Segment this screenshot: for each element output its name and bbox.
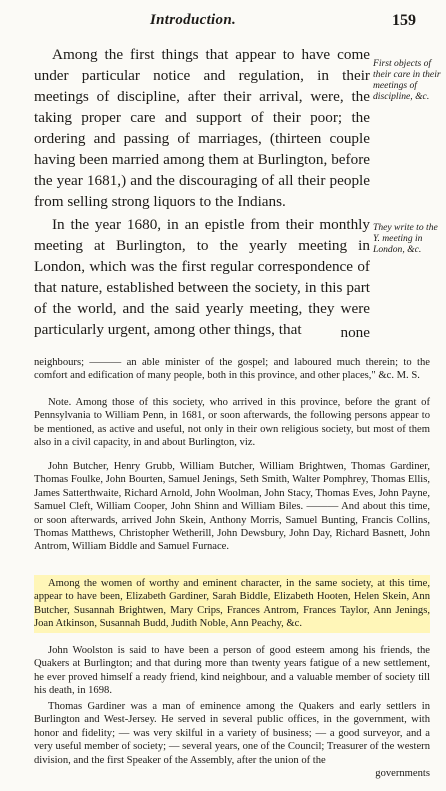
footnote-women-list: Among the women of worthy and eminent character, in the same society, at this time, appear to have been, Elizabeth Gardiner, Sarah Biddle, Elizabeth Hooten, Helen Skein, Ann Butcher, Susannah Brightwen, Mary Crips, Frances Antrom, Frances Taylor, Ann Jenings, Joan Atkinson, Susannah Budd, Judith Noble, Ann Peachy, &c. [34, 578, 430, 630]
footnote-woolston-paragraph: John Woolston is said to have been a person of good esteem among his friends, the Quakers at Burlington; and that during more than twenty years fatigue of a new settlement, he ever proved himself a ready friend, kind neighbour, and a valuable member of society till his death, in 1698. [34, 645, 430, 697]
page-number: 159 [392, 12, 416, 29]
paragraph-epistle-1680: In the year 1680, in an epistle from their monthly meeting at Burlington, to the yearly meeting in London, which was the first regular correspondence of that nature, established between the society, in this part of the world, and the said yearly meeting, they were particularly urgent, among other things, that [34, 216, 370, 338]
paragraph-first-objects: Among the first things that appear to have come under particular notice and regulation, in their meetings of discipline, after their arrival, were, the taking proper care and support of their poor; the ordering and passing of marriages, (thirteen couple having been married among them at Burlington, before the year 1681,) and the discouraging of all their people from selling strong liquors to the Indians. [34, 46, 370, 210]
footnote-men-list [34, 460, 430, 554]
footnote-woolston [34, 644, 430, 698]
catchword: none [340, 324, 370, 341]
main-text-paragraph-1 [34, 44, 370, 212]
main-text-paragraph-2 [34, 214, 370, 354]
footnote-continuation [34, 356, 430, 383]
footnote-note-paragraph: Note. Among those of this society, who arrived in this province, before the grant of Pennsylvania to William Penn, in 1681, or soon afterwards, the following persons appear to be mentioned, as active and useful, not only in their own religious society, but most of them also in a civil capacity, in and about Burlington, viz. [34, 397, 430, 449]
footnote-note [34, 396, 430, 450]
footnote-men-names: John Butcher, Henry Grubb, William Butcher, William Brightwen, Thomas Gardiner, Thomas Foulke, John Bourten, Samuel Jenings, Seth Smith, Walter Pomphrey, Thomas Ellis, James Satterthwaite, Richard Arnold, John Woolman, John Stacy, Thomas Eves, John Payne, Samuel Cleft, William Cooper, John Shinn and William Biles. ——— And about this time, or soon afterwards, arrived John Skein, Anthony Morris, Samuel Bunting, Francis Collins, Thomas Matthews, Christopher Wetherill, John Dewsbury, John Day, Richard Basnett, John Antrom, William Biddle and Samuel Furnace. [34, 461, 430, 553]
running-title: Introduction. [150, 12, 237, 28]
margin-note-first-objects: First objects of their care in their meetings of discipline, &c. [373, 58, 441, 102]
footnote-gardiner [34, 700, 430, 780]
running-head [0, 12, 446, 32]
margin-note-yearly-meeting: They write to the Y. meeting in London, &c. [373, 222, 438, 255]
highlighted-passage [34, 575, 430, 633]
footnote-gardiner-paragraph: Thomas Gardiner was a man of eminence among the Quakers and early settlers in Burlington and West-Jersey. He served in several public offices, in the government, with honor and fidelity; — was very skilful in a variety of business; — a good surveyor, and a very useful member of society; — several years, one of the Council; Treasurer of the western division, and the first Speaker of the Assembly, after the union of the [34, 701, 430, 766]
catchword-footnote: governments [375, 768, 430, 780]
footnote-neighbours: neighbours; ——— an able minister of the gospel; and laboured much therein; to the comfort and edification of many people, both in this province, and other places," &c. M. S. [34, 357, 430, 382]
